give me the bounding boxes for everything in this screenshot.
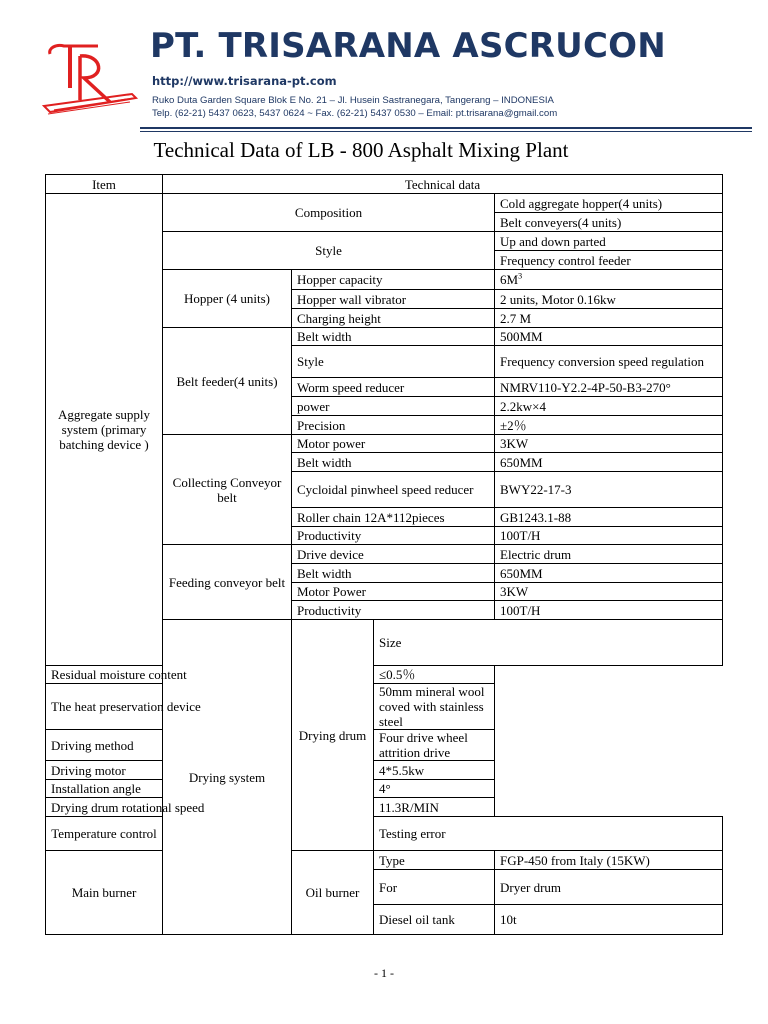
cell-label: Cycloidal pinwheel speed reducer bbox=[292, 472, 495, 508]
subgroup-hopper: Hopper (4 units) bbox=[163, 270, 292, 328]
cell-label: Hopper capacity bbox=[292, 270, 495, 290]
subgroup-main-burner: Main burner bbox=[46, 851, 163, 935]
table-row bbox=[46, 194, 723, 213]
cell-label: Productivity bbox=[292, 601, 495, 620]
page-number: - 1 - bbox=[374, 966, 394, 980]
company-logo bbox=[40, 40, 140, 120]
cell-label: Motor power bbox=[292, 435, 495, 453]
subgroup-oil-burner: Oil burner bbox=[292, 851, 374, 935]
cell-label: Productivity bbox=[292, 527, 495, 545]
table-row bbox=[46, 761, 723, 780]
cell-value: BWY22-17-3 bbox=[495, 472, 723, 508]
cell-label: Testing error bbox=[374, 817, 723, 851]
cell-value: Cold aggregate hopper(4 units) bbox=[495, 194, 723, 213]
cell-label: Style bbox=[292, 346, 495, 378]
cell-label: Installation angle bbox=[46, 780, 292, 798]
cell-value: 4*5.5kw bbox=[374, 761, 495, 780]
cell-value: Up and down parted bbox=[495, 232, 723, 251]
company-website-link[interactable]: http://www.trisarana-pt.com bbox=[152, 74, 337, 88]
cell-value: ±2％ bbox=[495, 416, 723, 435]
cell-label: Belt width bbox=[292, 328, 495, 346]
cell-value: 10t bbox=[495, 905, 723, 935]
cell-label: Driving method bbox=[46, 730, 292, 761]
company-address: Ruko Duta Garden Square Blok E No. 21 – Jl. Husein Sastranegara, Tangerang – INDONESIA bbox=[152, 95, 554, 106]
cell-value: 4° bbox=[374, 780, 495, 798]
cell-value: GB1243.1-88 bbox=[495, 508, 723, 527]
cell-value: 50mm mineral wool coved with stainless steel bbox=[374, 684, 495, 730]
document-title: Technical Data of LB - 800 Asphalt Mixing Plant bbox=[153, 138, 569, 162]
subgroup-drying-drum: Drying drum bbox=[292, 620, 374, 851]
table-header-row bbox=[46, 175, 723, 194]
cell-label: Roller chain 12A*112pieces bbox=[292, 508, 495, 527]
table-row bbox=[46, 817, 723, 851]
subgroup-collecting-conveyor: Collecting Conveyor belt bbox=[163, 435, 292, 545]
cell-value: 3KW bbox=[495, 583, 723, 601]
cell-label: Type bbox=[374, 851, 495, 870]
subgroup-belt-feeder: Belt feeder(4 units) bbox=[163, 328, 292, 435]
cell-label: Worm speed reducer bbox=[292, 378, 495, 397]
table-row bbox=[46, 684, 723, 730]
cell-label: Hopper wall vibrator bbox=[292, 290, 495, 309]
cell-label: Drying drum rotational speed bbox=[46, 798, 292, 817]
table-row bbox=[46, 798, 723, 817]
technical-data-table bbox=[45, 174, 723, 935]
cell-label: Diesel oil tank bbox=[374, 905, 495, 935]
cell-label: Driving motor bbox=[46, 761, 292, 780]
unit-superscript: 3 bbox=[518, 271, 523, 281]
cell-value: 11.3R/MIN bbox=[374, 798, 495, 817]
cell-value: Belt conveyers(4 units) bbox=[495, 213, 723, 232]
cell-label: Motor Power bbox=[292, 583, 495, 601]
cell-value: 3KW bbox=[495, 435, 723, 453]
cell-label: Size bbox=[374, 620, 723, 666]
table-row bbox=[46, 780, 723, 798]
cell-value: NMRV110-Y2.2-4P-50-B3-270° bbox=[495, 378, 723, 397]
subgroup-temperature-control: Temperature control bbox=[46, 817, 163, 851]
cell-value: Frequency conversion speed regulation bbox=[495, 346, 723, 378]
cell-value: 650MM bbox=[495, 453, 723, 472]
header-divider-thin bbox=[140, 131, 752, 132]
cell-label: Residual moisture content bbox=[46, 666, 292, 684]
cell-value: 2.7 M bbox=[495, 309, 723, 328]
cell-value: Electric drum bbox=[495, 545, 723, 564]
header-divider bbox=[140, 127, 752, 129]
company-name: PT. TRISARANA ASCRUCON bbox=[150, 26, 666, 66]
cell-value bbox=[495, 270, 723, 290]
table-row bbox=[46, 730, 723, 761]
group-drying-system: Drying system bbox=[163, 620, 292, 935]
header-item: Item bbox=[46, 175, 163, 194]
table-row bbox=[46, 851, 723, 870]
group-aggregate-supply: Aggregate supply system (primary batching device ) bbox=[46, 194, 163, 666]
cell-value: 500MM bbox=[495, 328, 723, 346]
row-label-composition: Composition bbox=[163, 194, 495, 232]
cell-label: Drive device bbox=[292, 545, 495, 564]
cell-value: 100T/H bbox=[495, 601, 723, 620]
cell-label: Belt width bbox=[292, 564, 495, 583]
header-technical-data: Technical data bbox=[163, 175, 723, 194]
cell-value: Dryer drum bbox=[495, 870, 723, 905]
cell-value: 100T/H bbox=[495, 527, 723, 545]
cell-label: Precision bbox=[292, 416, 495, 435]
cell-label: Belt width bbox=[292, 453, 495, 472]
table-row bbox=[46, 666, 723, 684]
cell-value: 2 units, Motor 0.16kw bbox=[495, 290, 723, 309]
cell-label: Charging height bbox=[292, 309, 495, 328]
cell-value: FGP-450 from Italy (15KW) bbox=[495, 851, 723, 870]
row-label-style: Style bbox=[163, 232, 495, 270]
cell-value: 2.2kw×4 bbox=[495, 397, 723, 416]
company-contact: Telp. (62-21) 5437 0623, 5437 0624 ~ Fax. (62-21) 5437 0530 – Email: pt.trisarana@gmail.com bbox=[152, 108, 558, 119]
cell-value: ≤0.5％ bbox=[374, 666, 495, 684]
cell-value: Frequency control feeder bbox=[495, 251, 723, 270]
cell-value: Four drive wheel attrition drive bbox=[374, 730, 495, 761]
hopper-capacity-value: 6M bbox=[500, 272, 519, 287]
cell-label: For bbox=[374, 870, 495, 905]
subgroup-feeding-conveyor: Feeding conveyor belt bbox=[163, 545, 292, 620]
cell-label: The heat preservation device bbox=[46, 684, 292, 730]
cell-label: power bbox=[292, 397, 495, 416]
cell-value: 650MM bbox=[495, 564, 723, 583]
